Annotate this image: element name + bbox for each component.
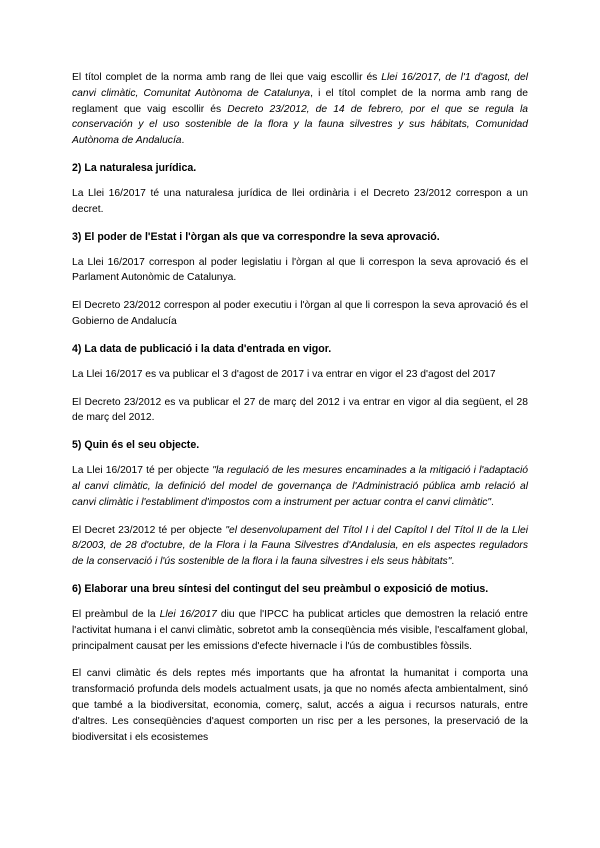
s5-p2-end: . <box>451 556 455 568</box>
law-title: Llei 16/2017, de l'1 d'agost, del canvi climàtic, Comunitat Autònoma de Catalunya <box>72 72 528 99</box>
intro-text-1: El títol complet de la norma amb rang de llei que vaig escollir és <box>72 72 382 83</box>
section-6-paragraph-1 <box>72 607 528 654</box>
section-6-heading: 6) Elaborar una breu síntesi del contingut del seu preàmbul o exposició de motius. <box>72 582 489 595</box>
intro-text-3: . <box>181 135 185 147</box>
intro-text-2: , i el títol complet de la norma amb rang de reglament que vaig escollir és <box>72 87 528 115</box>
document-page <box>72 70 528 757</box>
section-3-paragraph-1: La Llei 16/2017 correspon al poder legislatiu i l'òrgan al que li correspon la seva aprovació és el Parlament Autonòmic de Catalunya. <box>72 256 528 284</box>
s6-p1-text-2: diu que l'IPCC ha publicat articles que demostren la relació entre l'activitat humana i el canvi climàtic, sobretot amb la conseqüència més visible, l'escalfament global, principalment causat per les emissions d'efecte hivernacle i l'ús de combustibles fòssils. <box>72 608 528 652</box>
s6-p1-text-1: El preàmbul de la <box>72 608 160 620</box>
s5-p1-text: La Llei 16/2017 té per objecte <box>72 465 213 477</box>
intro-paragraph <box>72 70 528 149</box>
section-5-paragraph-1 <box>72 463 528 510</box>
section-3-paragraph-2: El Decreto 23/2012 correspon al poder executiu i l'òrgan al que li correspon la seva aprovació és el Gobierno de Andalucía <box>72 300 528 327</box>
section-2-heading: 2) La naturalesa jurídica. <box>72 161 197 174</box>
section-3-heading: 3) El poder de l'Estat i l'òrgan als que va correspondre la seva aprovació. <box>72 230 440 243</box>
section-6-paragraph-2: El canvi climàtic és dels reptes més importants que ha afrontat la humanitat i comporta una transformació profunda dels models actualment usats, ja que no només afecta ambientalment, sinó que també a la biodiversitat, economia, comerç, salut, accés a aigua i recursos naturals, entre d'altres. Les conseqüències d'aquest comporten un risc per a les persones, la preservació de la biodiversitat i els ecosistemes <box>72 668 528 743</box>
s5-p1-end: . <box>491 496 494 508</box>
s5-p1-quote: "la regulació de les mesures encaminades a la mitigació i l'adaptació al canvi climàtic, la definició del model de governança de l'Administració pública amb relació al canvi climàtic i l'establiment d'impostos com a instrument per actuar contra el canvi climàtic" <box>72 465 528 508</box>
decree-title: Decreto 23/2012, de 14 de febrero, por el que se regula la conservación y el uso sostenible de la flora y la fauna silvestres y sus hábitats, Comunidad Autònoma de Andalucía <box>72 103 528 147</box>
section-5-heading: 5) Quin és el seu objecte. <box>72 439 200 452</box>
section-2-paragraph: La Llei 16/2017 té una naturalesa jurídica de llei ordinària i el Decreto 23/2012 correspon a un decret. <box>72 187 528 215</box>
s5-p2-quote: "el desenvolupament del Títol I i del Capítol I del Títol II de la Llei 8/2003, de 28 d'octubre, de la Flora i la Fauna Silvestres d'Andalusia, en els aspectes reguladors de la conservació i l'ús sostenible de la flora i la fauna silvestres i els seus hàbitats" <box>72 524 528 568</box>
section-4-heading: 4) La data de publicació i la data d'entrada en vigor. <box>72 342 332 355</box>
section-4-paragraph-1: La Llei 16/2017 es va publicar el 3 d'agost de 2017 i va entrar en vigor el 23 d'agost del 2017 <box>72 368 496 380</box>
s5-p2-text: El Decret 23/2012 té per objecte <box>72 524 226 536</box>
section-4-paragraph-2: El Decreto 23/2012 es va publicar el 27 de març del 2012 i va entrar en vigor al dia següent, el 28 de març del 2012. <box>72 396 528 424</box>
s6-p1-law-ref: Llei 16/2017 <box>159 608 217 620</box>
section-5-paragraph-2 <box>72 523 528 570</box>
